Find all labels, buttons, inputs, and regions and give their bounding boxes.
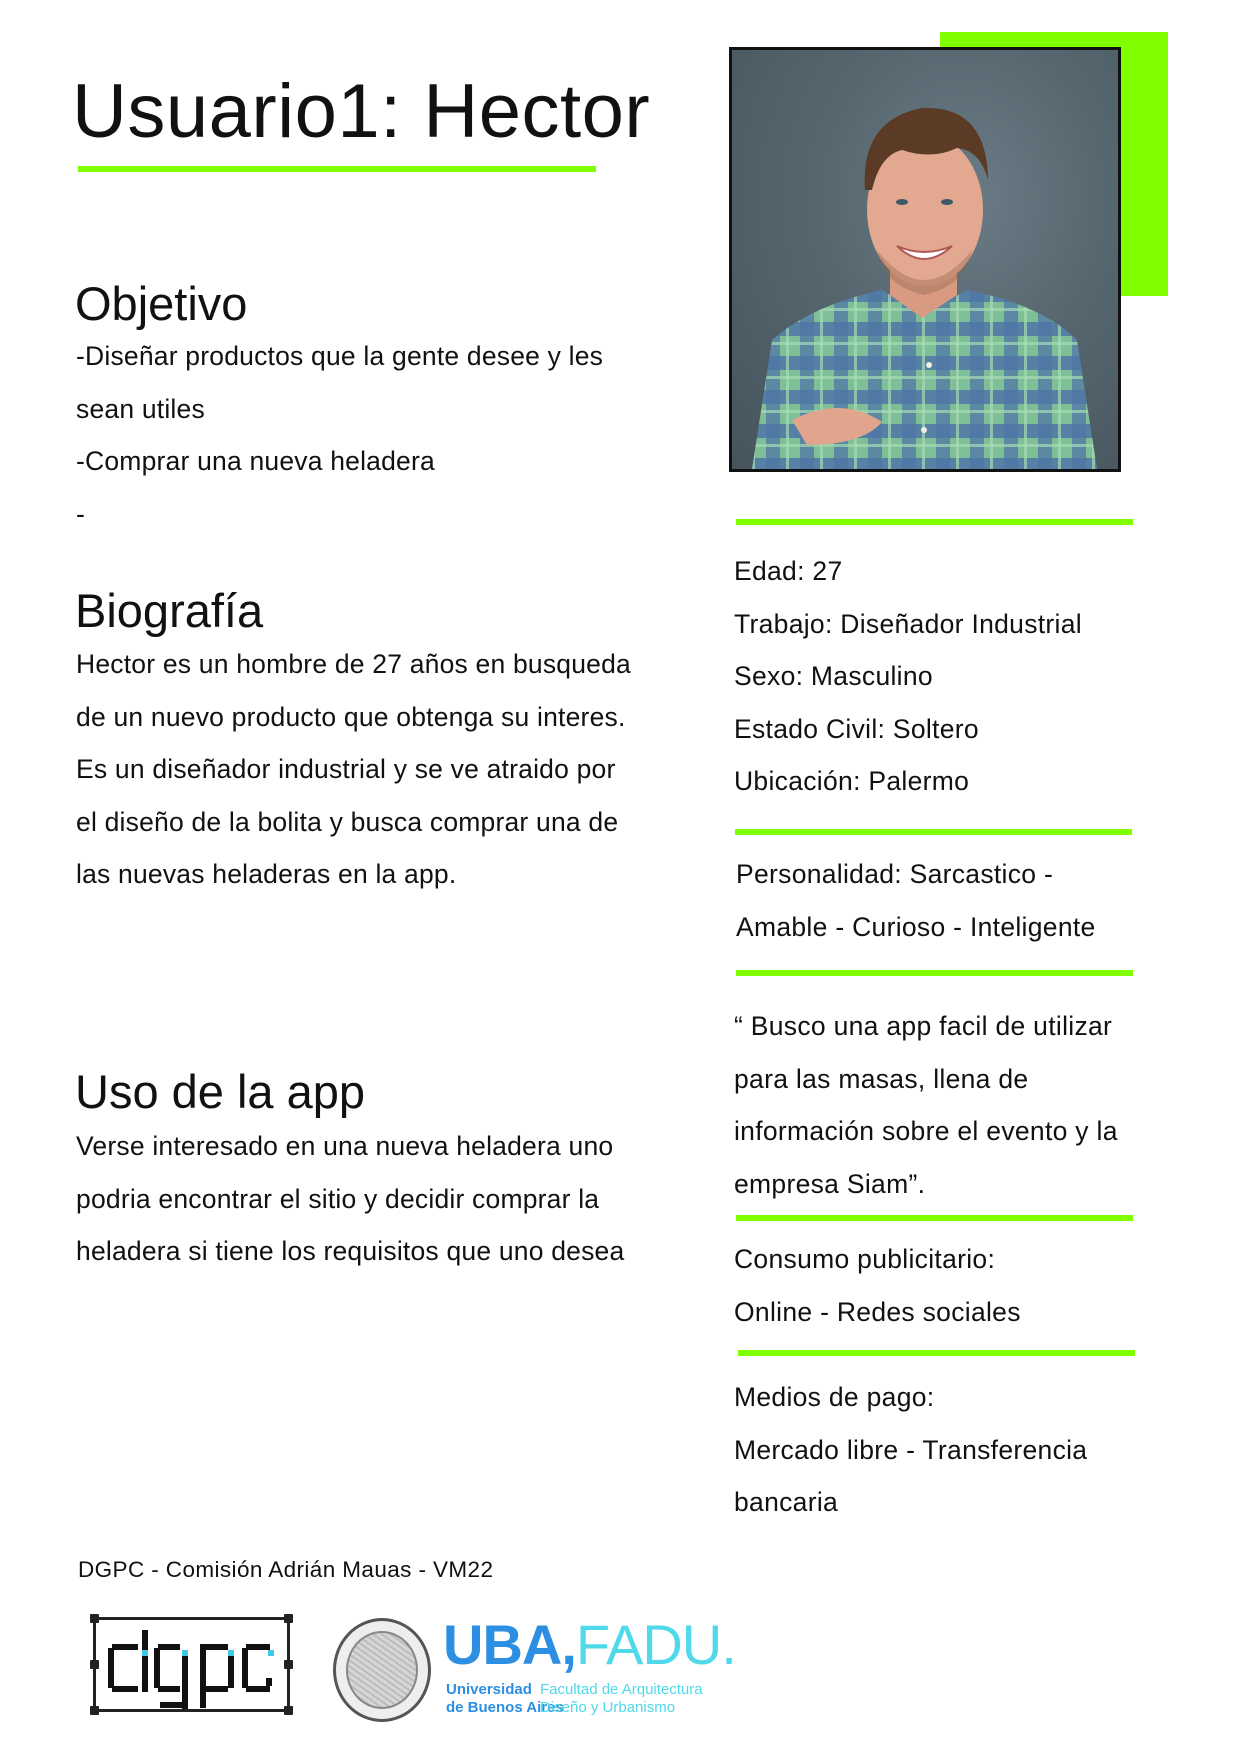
pago-label: Medios de pago: — [734, 1382, 935, 1412]
quote-line: empresa Siam”. — [734, 1168, 926, 1199]
divider — [736, 519, 1133, 525]
footer-credit: DGPC - Comisión Adrián Mauas - VM22 — [78, 1557, 494, 1582]
dgpc-wordmark-icon — [96, 1620, 287, 1709]
uso-app-line: Verse interesado en una nueva heladera uno — [76, 1131, 614, 1161]
fadu-text: FADU. — [575, 1613, 736, 1676]
divider — [735, 829, 1132, 835]
biografia-line: Es un diseñador industrial y se ve atraido por — [76, 754, 616, 784]
title-underline — [78, 166, 596, 172]
person-illustration — [732, 50, 1118, 469]
medios-de-pago — [734, 1371, 1087, 1529]
quote-line: información sobre el evento y la — [734, 1116, 1118, 1146]
personalidad — [736, 848, 1096, 953]
persona-photo — [729, 47, 1121, 472]
profile-estado-civil: Estado Civil: Soltero — [734, 713, 979, 744]
dgpc-logo — [93, 1617, 290, 1712]
consumo-publicitario — [734, 1233, 1021, 1338]
personalidad-line: Amable - Curioso - Inteligente — [736, 911, 1096, 942]
divider — [736, 970, 1133, 976]
quote-line: para las masas, llena de — [734, 1063, 1029, 1094]
consumo-label: Consumo publicitario: — [734, 1244, 996, 1274]
profile-facts — [734, 545, 1082, 808]
uso-app-line: podria encontrar el sitio y decidir comprar la — [76, 1183, 600, 1214]
uba-subtitle: Universidad de Buenos Aires — [446, 1681, 564, 1716]
profile-edad: Edad: 27 — [734, 556, 843, 586]
objetivo-heading: Objetivo — [75, 277, 248, 330]
profile-ubicacion: Ubicación: Palermo — [734, 766, 970, 796]
objetivo-line: -Comprar una nueva heladera — [76, 446, 435, 476]
uso-app-heading: Uso de la app — [75, 1065, 366, 1118]
pago-line: Mercado libre - Transferencia — [734, 1434, 1088, 1465]
biografia-line: el diseño de la bolita y busca comprar una de — [76, 806, 619, 837]
biografia-line: de un nuevo producto que obtenga su interes. — [76, 701, 626, 732]
objetivo-line: sean utiles — [76, 393, 205, 424]
uba-fadu-wordmark — [443, 1613, 736, 1676]
consumo-value: Online - Redes sociales — [734, 1296, 1021, 1327]
objetivo-line: -Diseñar productos que la gente desee y les — [76, 341, 604, 371]
uso-app-text — [76, 1120, 624, 1278]
divider — [736, 1215, 1133, 1221]
uba-seal-logo — [333, 1618, 431, 1722]
page-title: Usuario1: Hector — [72, 69, 651, 154]
personalidad-line: Personalidad: Sarcastico - — [736, 859, 1054, 889]
biografia-line: las nuevas heladeras en la app. — [76, 859, 457, 889]
profile-sexo: Sexo: Masculino — [734, 661, 933, 691]
pago-line: bancaria — [734, 1487, 839, 1517]
objetivo-line: - — [76, 498, 86, 529]
profile-trabajo: Trabajo: Diseñador Industrial — [734, 608, 1082, 639]
uba-text: UBA, — [443, 1613, 576, 1676]
persona-quote — [734, 1000, 1118, 1210]
fadu-subtitle: Facultad de Arquitectura Diseño y Urbanismo — [540, 1681, 703, 1716]
quote-line: “ Busco una app facil de utilizar — [734, 1011, 1113, 1041]
biografia-text — [76, 638, 631, 901]
objetivo-list — [76, 330, 603, 540]
biografia-heading: Biografía — [75, 584, 264, 637]
uso-app-line: heladera si tiene los requisitos que uno desea — [76, 1236, 625, 1266]
biografia-line: Hector es un hombre de 27 años en busqueda — [76, 649, 631, 679]
divider — [738, 1350, 1135, 1356]
